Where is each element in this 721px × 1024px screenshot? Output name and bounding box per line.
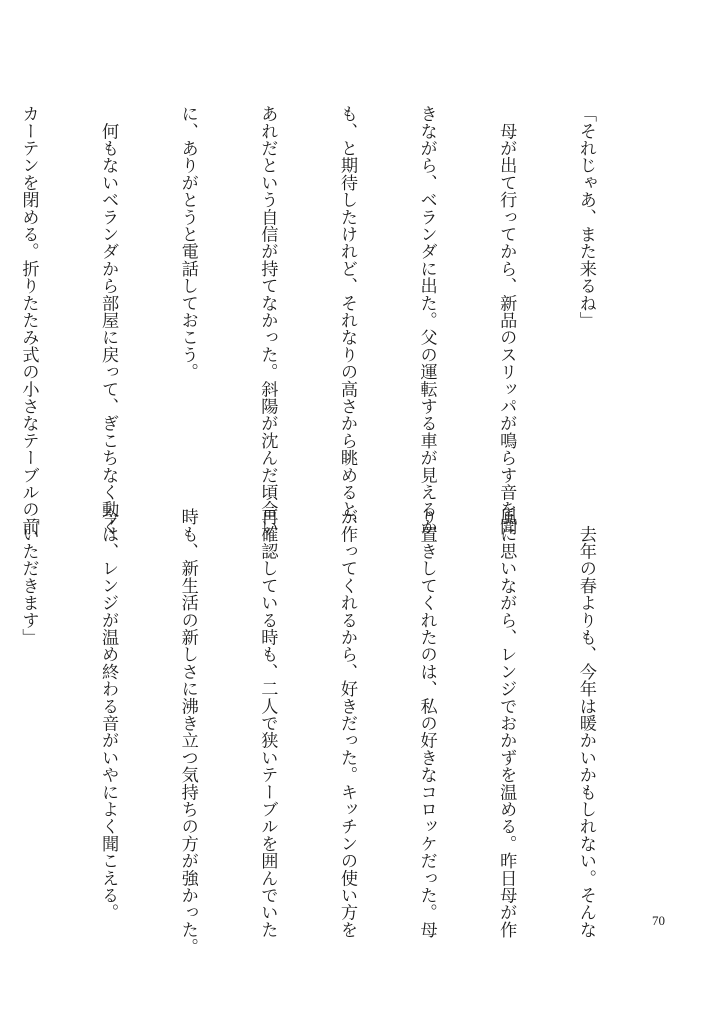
- text-column: あれだという自信が持てなかった。斜陽が沈んだ頃合い: [257, 105, 278, 535]
- text-column: も、と期待したけれど、それなりの高さから眺めると、: [336, 105, 357, 535]
- text-column: 去年の春よりも、今年は暖かいかもしれない。そんな: [575, 508, 596, 938]
- text-column: カーテンを閉める。折りたたみ式の小さなテーブルの前: [18, 105, 39, 535]
- upper-text-block: [18, 105, 652, 535]
- lower-text-block: [18, 508, 652, 956]
- text-column: 再確認している時も、二人で狭いテーブルを囲んでいた: [257, 508, 278, 938]
- text-column: 風に思いながら、レンジでおかずを温める。昨日母が作: [496, 508, 517, 938]
- text-column: 「それじゃあ、また来るね」: [575, 105, 596, 329]
- text-column: 今は、レンジが温め終わる音がいやによく聞こえる。: [98, 508, 119, 921]
- text-column: 時も、新生活の新しさに沸き立つ気持ちの方が強かった。: [177, 508, 198, 956]
- text-column: 何もないベランダから部屋に戻って、ぎこちなく動く: [98, 105, 119, 535]
- text-column: が作ってくれるから、好きだった。キッチンの使い方を: [336, 508, 357, 938]
- text-column: り置きしてくれたのは、私の好きなコロッケだった。母: [416, 508, 437, 938]
- text-column: きながら、ベランダに出た。父の運転する車が見えるか: [416, 105, 437, 535]
- text-column: 母が出て行ってから、新品のスリッパが鳴らす音を聞: [496, 105, 517, 535]
- page-number: 70: [652, 913, 665, 928]
- text-column: に、ありがとうと電話しておこう。: [177, 105, 198, 381]
- text-column: 「いただきます」: [18, 508, 39, 646]
